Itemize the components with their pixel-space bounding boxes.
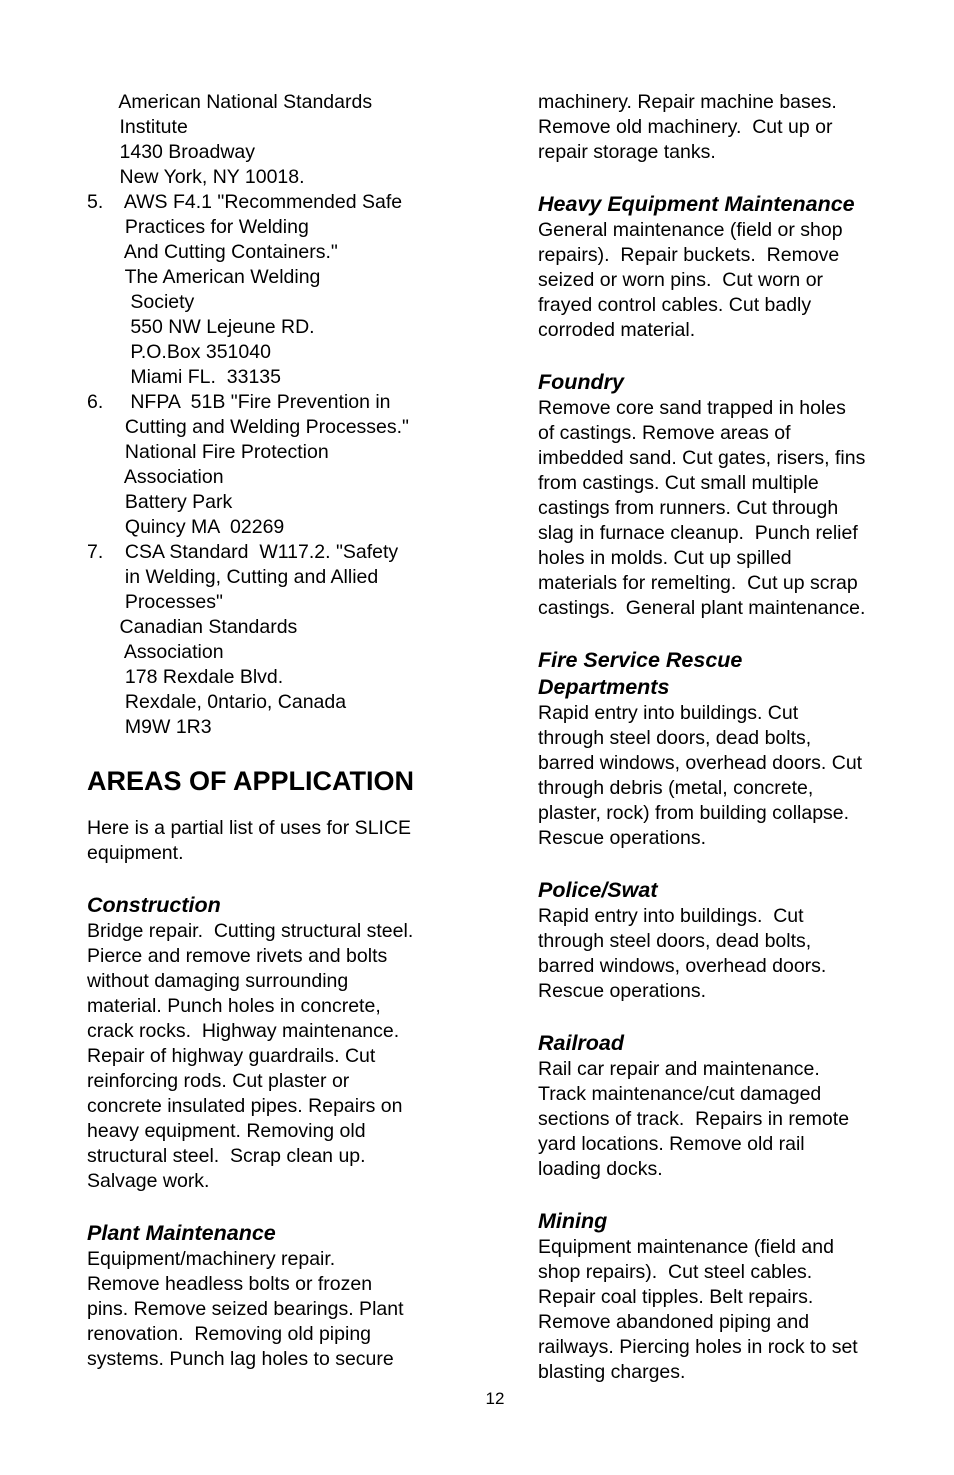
fire-rescue-line: Rapid entry into buildings. Cut	[538, 702, 799, 724]
railroad-line: Track maintenance/cut damaged	[538, 1083, 822, 1105]
railroad-line: yard locations. Remove old rail	[538, 1133, 805, 1155]
heavy-equipment-line: seized or worn pins. Cut worn or	[538, 269, 824, 291]
reference-line: M9W 1R3	[87, 716, 212, 738]
mining-line: Remove abandoned piping and	[538, 1311, 810, 1333]
police-swat-line: Rapid entry into buildings. Cut	[538, 905, 804, 927]
foundry-line: of castings. Remove areas of	[538, 422, 791, 444]
left-column	[87, 90, 477, 1372]
plant-maintenance-continued-line: repair storage tanks.	[538, 141, 716, 163]
fire-rescue-line: through steel doors, dead bolts,	[538, 727, 812, 749]
reference-line: 7. CSA Standard W117.2. "Safety	[87, 541, 399, 563]
reference-line: Association	[87, 466, 224, 488]
right-column	[538, 90, 918, 1385]
reference-line: 6. NFPA 51B "Fire Prevention in	[87, 391, 391, 413]
reference-line: Battery Park	[87, 491, 233, 513]
police-swat-line: Rescue operations.	[538, 980, 707, 1002]
mining-heading: Mining	[538, 1209, 608, 1233]
reference-line: P.O.Box 351040	[87, 341, 271, 363]
construction-line: Repair of highway guardrails. Cut	[87, 1045, 376, 1067]
foundry-line: materials for remelting. Cut up scrap	[538, 572, 858, 594]
plant-maintenance-continued-line: Remove old machinery. Cut up or	[538, 116, 833, 138]
intro-line: equipment.	[87, 842, 184, 864]
foundry-heading: Foundry	[538, 370, 624, 394]
plant-maintenance-line: pins. Remove seized bearings. Plant	[87, 1298, 404, 1320]
police-swat-line: barred windows, overhead doors.	[538, 955, 827, 977]
construction-line: Salvage work.	[87, 1170, 210, 1192]
reference-line: The American Welding	[87, 266, 321, 288]
intro-line: Here is a partial list of uses for SLICE	[87, 817, 412, 839]
plant-maintenance-line: renovation. Removing old piping	[87, 1323, 372, 1345]
foundry-line: slag in furnace cleanup. Punch relief	[538, 522, 858, 544]
foundry-line: from castings. Cut small multiple	[538, 472, 819, 494]
plant-maintenance-line: Equipment/machinery repair.	[87, 1248, 336, 1270]
foundry-line: castings from runners. Cut through	[538, 497, 839, 519]
railroad-line: Rail car repair and maintenance.	[538, 1058, 820, 1080]
construction-line: reinforcing rods. Cut plaster or	[87, 1070, 350, 1092]
mining-line: railways. Piercing holes in rock to set	[538, 1336, 858, 1358]
railroad-line: sections of track. Repairs in remote	[538, 1108, 850, 1130]
reference-line: Processes"	[87, 591, 223, 613]
reference-line: Quincy MA 02269	[87, 516, 285, 538]
fire-rescue-line: plaster, rock) from building collapse.	[538, 802, 850, 824]
railroad-line: loading docks.	[538, 1158, 663, 1180]
construction-line: crack rocks. Highway maintenance.	[87, 1020, 400, 1042]
construction-line: concrete insulated pipes. Repairs on	[87, 1095, 403, 1117]
reference-line: 178 Rexdale Blvd.	[87, 666, 284, 688]
construction-line: heavy equipment. Removing old	[87, 1120, 366, 1142]
reference-line: American National Standards	[87, 91, 373, 113]
heavy-equipment-heading: Heavy Equipment Maintenance	[538, 192, 855, 216]
plant-maintenance-heading: Plant Maintenance	[87, 1221, 276, 1245]
construction-line: structural steel. Scrap clean up.	[87, 1145, 366, 1167]
fire-rescue-heading: Departments	[538, 675, 670, 699]
reference-line: Miami FL. 33135	[87, 366, 281, 388]
reference-line: 5. AWS F4.1 "Recommended Safe	[87, 191, 403, 213]
reference-line: in Welding, Cutting and Allied	[87, 566, 379, 588]
reference-line: Practices for Welding	[87, 216, 309, 238]
reference-line: National Fire Protection	[87, 441, 329, 463]
heavy-equipment-line: frayed control cables. Cut badly	[538, 294, 812, 316]
plant-maintenance-line: systems. Punch lag holes to secure	[87, 1348, 394, 1370]
reference-line: Association	[87, 641, 224, 663]
fire-rescue-line: Rescue operations.	[538, 827, 707, 849]
reference-line: Institute	[87, 116, 188, 138]
reference-line: 550 NW Lejeune RD.	[87, 316, 315, 338]
mining-line: Repair coal tipples. Belt repairs.	[538, 1286, 814, 1308]
heavy-equipment-line: corroded material.	[538, 319, 696, 341]
page-number: 12	[485, 1389, 505, 1408]
police-swat-heading: Police/Swat	[538, 878, 658, 902]
reference-line: Cutting and Welding Processes."	[87, 416, 409, 438]
construction-line: without damaging surrounding	[87, 970, 349, 992]
fire-rescue-line: barred windows, overhead doors. Cut	[538, 752, 863, 774]
heavy-equipment-line: repairs). Repair buckets. Remove	[538, 244, 840, 266]
construction-line: Bridge repair. Cutting structural steel.	[87, 920, 414, 942]
reference-line: 1430 Broadway	[87, 141, 256, 163]
section-title: AREAS OF APPLICATION	[87, 766, 415, 796]
mining-line: blasting charges.	[538, 1361, 686, 1383]
reference-line: Canadian Standards	[87, 616, 298, 638]
construction-line: material. Punch holes in concrete,	[87, 995, 381, 1017]
mining-line: Equipment maintenance (field and	[538, 1236, 834, 1258]
foundry-line: castings. General plant maintenance.	[538, 597, 866, 619]
police-swat-line: through steel doors, dead bolts,	[538, 930, 812, 952]
reference-line: And Cutting Containers."	[87, 241, 338, 263]
construction-line: Pierce and remove rivets and bolts	[87, 945, 388, 967]
fire-rescue-line: through debris (metal, concrete,	[538, 777, 814, 799]
heavy-equipment-line: General maintenance (field or shop	[538, 219, 843, 241]
construction-heading: Construction	[87, 893, 221, 917]
mining-line: shop repairs). Cut steel cables.	[538, 1261, 813, 1283]
reference-line: Society	[87, 291, 195, 313]
foundry-line: imbedded sand. Cut gates, risers, fins	[538, 447, 866, 469]
railroad-heading: Railroad	[538, 1031, 625, 1055]
reference-line: Rexdale, 0ntario, Canada	[87, 691, 347, 713]
plant-maintenance-continued-line: machinery. Repair machine bases.	[538, 91, 837, 113]
foundry-line: holes in molds. Cut up spilled	[538, 547, 792, 569]
fire-rescue-heading: Fire Service Rescue	[538, 648, 743, 672]
foundry-line: Remove core sand trapped in holes	[538, 397, 846, 419]
plant-maintenance-line: Remove headless bolts or frozen	[87, 1273, 373, 1295]
references-list	[87, 90, 477, 740]
reference-line: New York, NY 10018.	[87, 166, 305, 188]
